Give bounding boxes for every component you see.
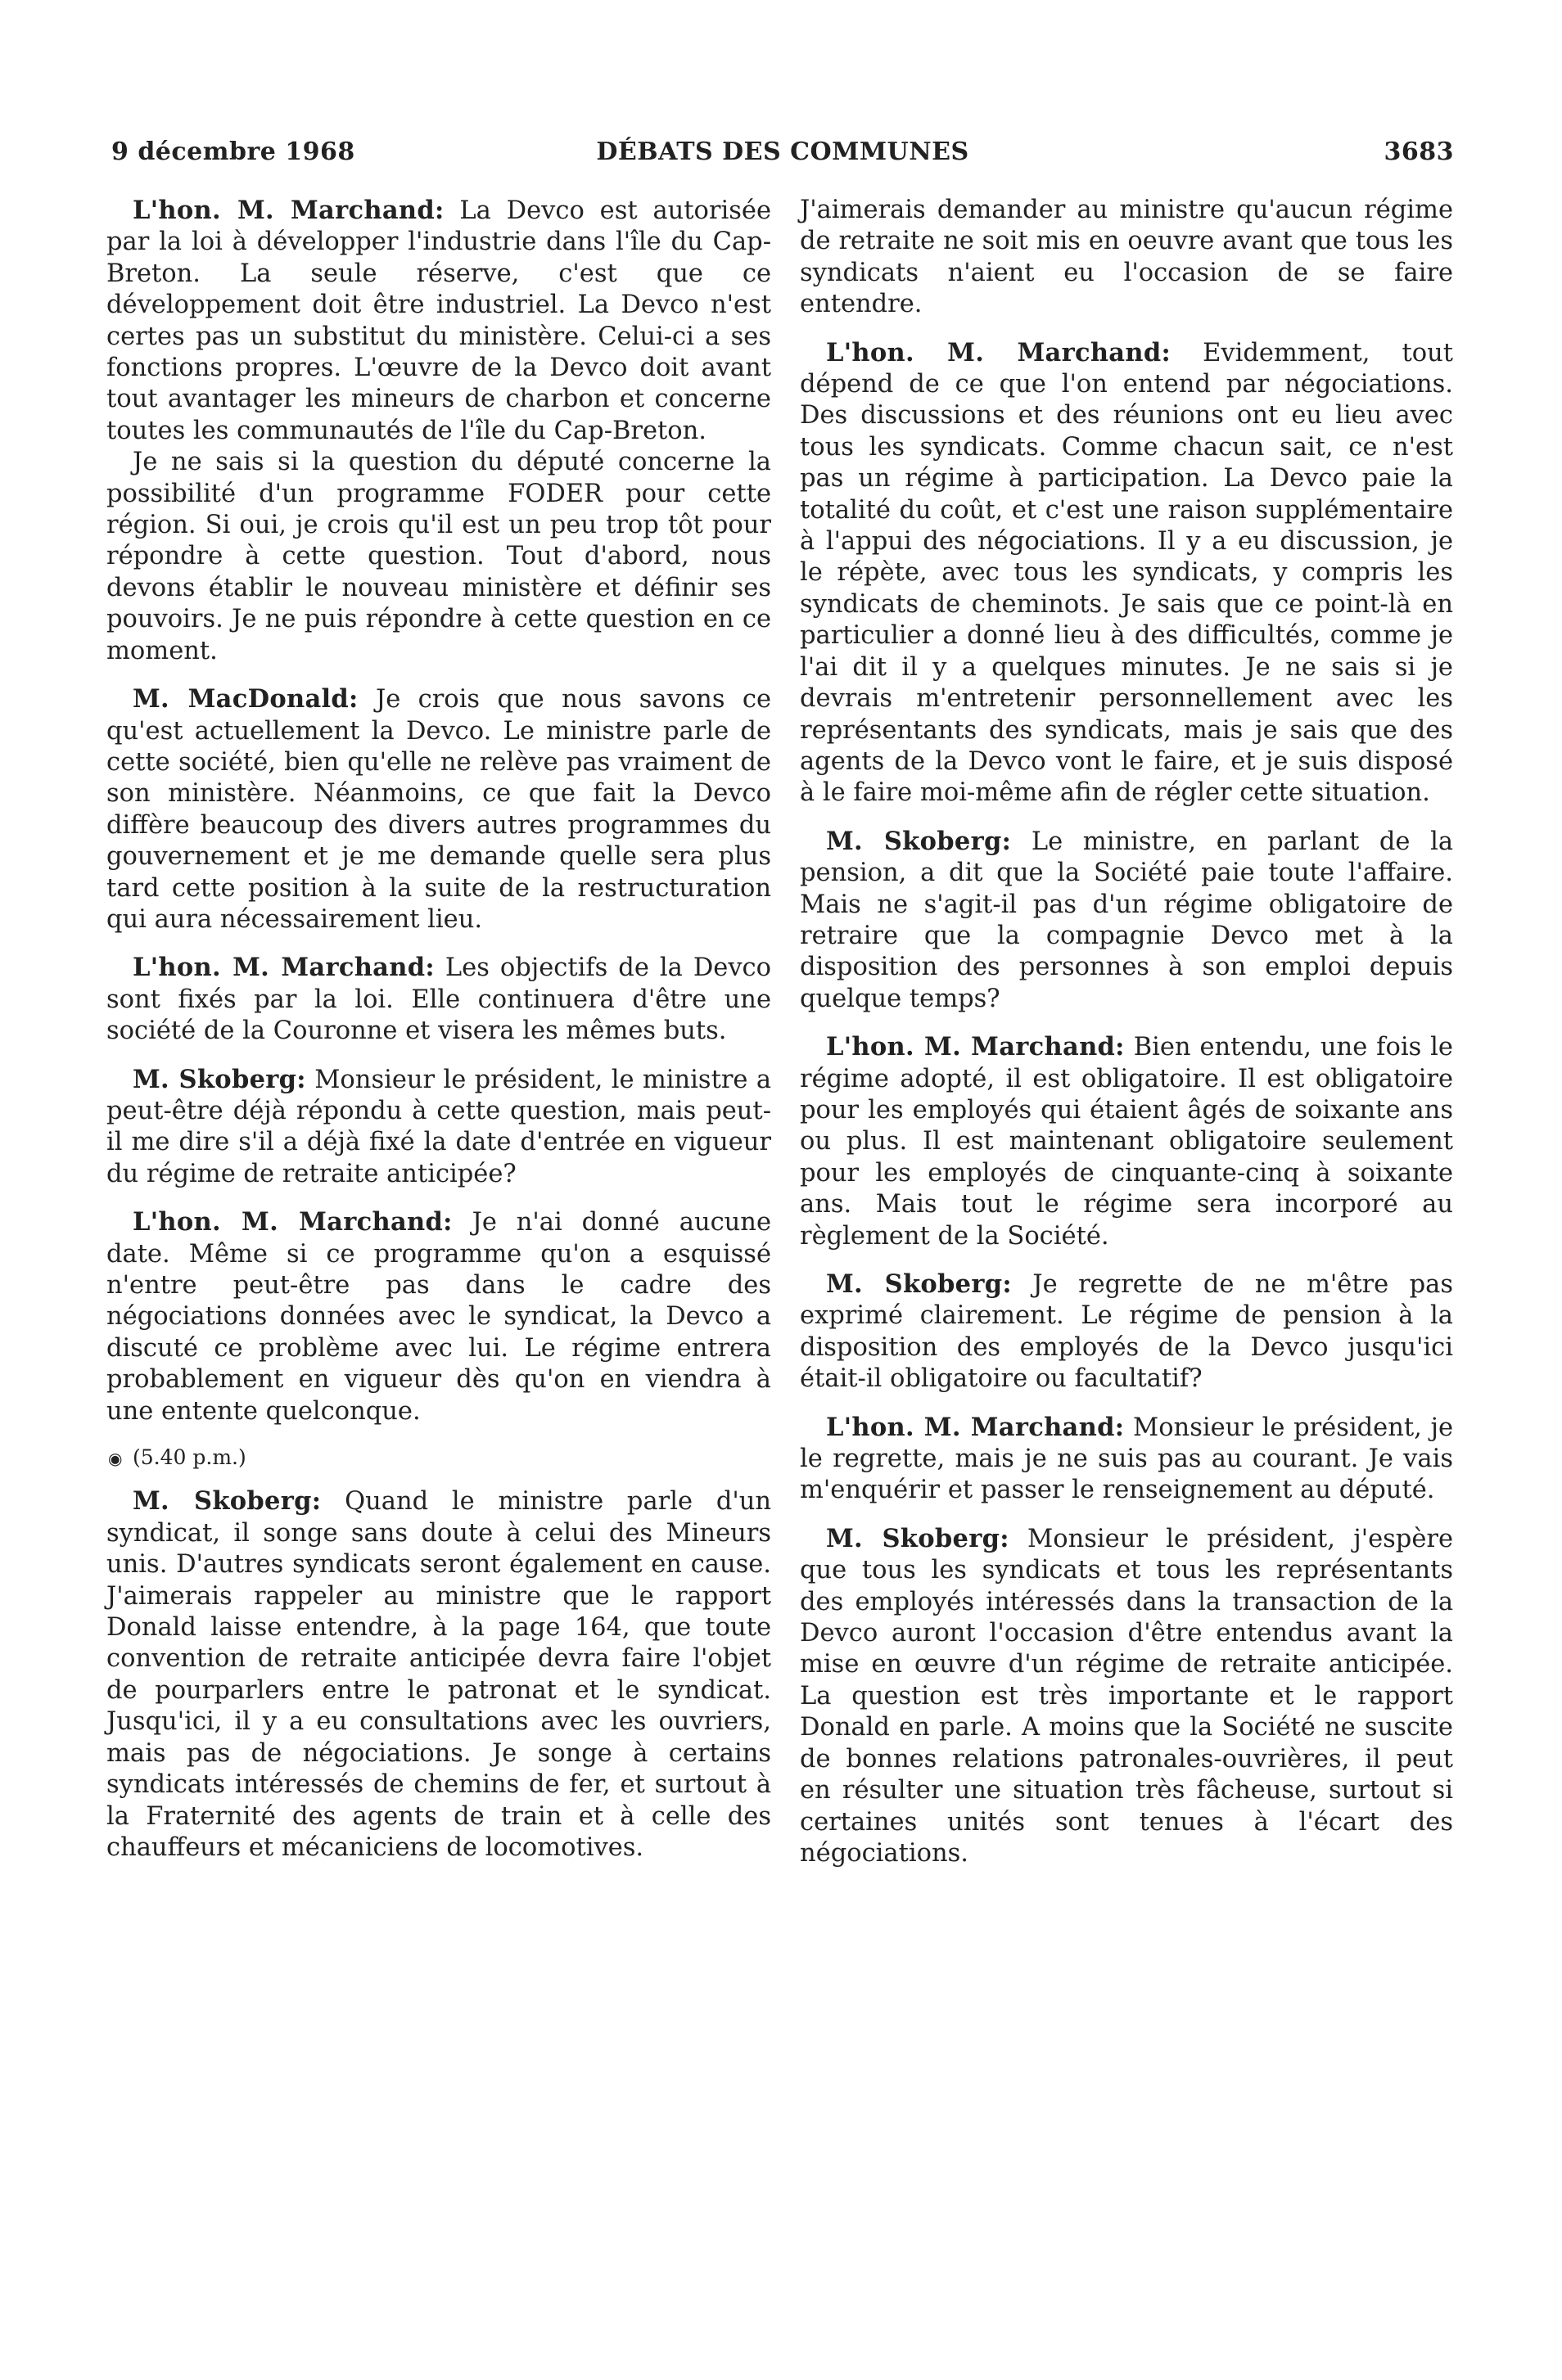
speech-paragraph	[106, 1064, 771, 1191]
time-stamp-note	[106, 1442, 771, 1474]
speech-text: Evidemment, tout dépend de ce que l'on entend par négociations. Des discussions et des réunions ont eu lieu avec tous les syndicats. Comme chacun sait, ce n'est pas un régime à participation. La Devco paie la totalité du coût, et c'est une raison supplémentaire à l'appui des négociations. Il y a eu discussion, je le répète, avec tous les syndicats, y compris les syndicats de cheminots. Je sais que ce point-là en particulier a donné lieu à des difficultés, comme je l'ai dit il y a quelques minutes. Je ne sais si je devrais m'entretenir personnellement avec les représentants des syndicats, mais je sais que des agents de la Devco vont le faire, et je suis disposé à le faire moi-même afin de régler cette situation.	[800, 338, 1453, 808]
speech-paragraph	[106, 1206, 771, 1427]
speech-paragraph	[800, 1269, 1453, 1395]
right-column	[800, 195, 1453, 1869]
speaker-name: L'hon. M. Marchand:	[133, 1207, 453, 1237]
speech-text: Je ne sais si la question du député concerne la possibilité d'un programme FODER pour cette région. Si oui, je crois qu'il est un peu trop tôt pour répondre à cette question. Tout d'abord, nous devons établir le nouveau ministère et définir ses pouvoirs. Je ne puis répondre à cette question en ce moment.	[106, 448, 771, 665]
speaker-name: M. Skoberg:	[826, 826, 1012, 856]
speech-paragraph	[800, 826, 1453, 1015]
speaker-name: M. Skoberg:	[133, 1486, 322, 1517]
speech-text: Le ministre, en parlant de la pension, a dit que la Société paie toute l'affaire. Mais ne s'agit-il pas d'un régime obligatoire de retraire que la compagnie Devco met à la disposition des personnes à son emploi depuis quelque temps?	[800, 827, 1454, 1013]
page-header	[111, 137, 1454, 174]
speaker-name: M. Skoberg:	[826, 1269, 1012, 1299]
speech-paragraph-continuation	[800, 195, 1453, 321]
speaker-name: L'hon. M. Marchand:	[826, 337, 1172, 367]
speech-paragraph	[106, 447, 771, 667]
speech-paragraph	[106, 195, 771, 447]
speech-text: Quand le ministre parle d'un syndicat, il songe sans doute à celui des Mineurs unis. D'autres syndicats seront également en cause. J'aimerais rappeler au ministre que le rapport Donald laisse entendre, à la page 164, que toute convention de retraite anticipée devra faire l'objet de pourparlers entre le patronat et le syndicat. Jusqu'ici, il y a eu consultations avec les ouvriers, mais pas de négociations. Je songe à certains syndicats intéressés de chemins de fer, et surtout à la Fraternité des agents de train et à celle des chauffeurs et mécaniciens de locomotives.	[106, 1487, 772, 1862]
header-date: 9 décembre 1968	[111, 137, 355, 166]
speaker-name: M. Skoberg:	[826, 1523, 1009, 1553]
speaker-name: L'hon. M. Marchand:	[133, 953, 435, 983]
speaker-name: L'hon. M. Marchand:	[133, 196, 445, 225]
speech-paragraph	[800, 1523, 1453, 1869]
speaker-name: M. Skoberg:	[133, 1064, 306, 1094]
speaker-name: L'hon. M. Marchand:	[826, 1032, 1125, 1062]
speech-paragraph	[106, 683, 771, 935]
speech-paragraph	[106, 952, 771, 1047]
speech-text: J'aimerais demander au ministre qu'aucun régime de retraite ne soit mis en oeuvre avant que tous les syndicats n'aient eu l'occasion de se faire entendre.	[800, 196, 1453, 319]
speech-text: Je regrette de ne m'être pas exprimé clairement. Le régime de pension à la disposition des employés de la Devco jusqu'ici était-il obligatoire ou facultatif?	[800, 1270, 1453, 1394]
speech-text: La Devco est autorisée par la loi à développer l'industrie dans l'île du Cap-Breton. La seule réserve, c'est que ce développement doit être industriel. La Devco n'est certes pas un substitut du ministère. Celui-ci a ses fonctions propres. L'œuvre de la Devco doit avant tout avantager les mineurs de charbon et concerne toutes les communautés de l'île du Cap-Breton.	[106, 196, 771, 445]
speech-paragraph	[800, 337, 1453, 809]
speaker-name: L'hon. M. Marchand:	[826, 1412, 1125, 1442]
speech-text: Je n'ai donné aucune date. Même si ce programme qu'on a esquissé n'entre peut-être pas dans le cadre des négociations données avec le syndicat, la Devco a discuté ce problème avec lui. Le régime entrera probablement en vigueur dès qu'on en viendra à une entente quelconque.	[106, 1208, 771, 1426]
speech-paragraph	[106, 1485, 771, 1864]
header-page-number: 3683	[1384, 137, 1454, 166]
speaker-name: M. MacDonald:	[133, 684, 359, 714]
speech-text: Je crois que nous savons ce qu'est actuellement la Devco. Le ministre parle de cette société, bien qu'elle ne relève pas vraiment de son ministère. Néanmoins, ce que fait la Devco diffère beaucoup des divers autres programmes du gouvernement et je me demande quelle sera plus tard cette position à la suite de la restructuration qui aura nécessairement lieu.	[106, 685, 771, 934]
speech-text: Monsieur le président, le ministre a peut-être déjà répondu à cette question, mais peut-il me dire s'il a déjà fixé la date d'entrée en vigueur du régime de retraite anticipée?	[106, 1065, 771, 1188]
speech-text: Monsieur le président, je le regrette, mais je ne suis pas au courant. Je vais m'enquérir et passer le renseignement au député.	[800, 1413, 1453, 1505]
left-column	[106, 195, 771, 1864]
time-stamp-text: (5.40 p.m.)	[133, 1445, 246, 1470]
speech-text: Bien entendu, une fois le régime adopté, il est obligatoire. Il est obligatoire pour les employés qui étaient âgés de soixante ans ou plus. Il est maintenant obligatoire seulement pour les employés de cinquante-cinq à soixante ans. Mais tout le régime sera incorporé au règlement de la Société.	[800, 1033, 1453, 1251]
speech-paragraph	[800, 1031, 1453, 1252]
speech-paragraph	[800, 1412, 1453, 1507]
speech-text: Monsieur le président, j'espère que tous les syndicats et tous les représentants des employés intéressés dans la transaction de la Devco auront l'occasion d'être entendus avant la mise en œuvre d'un régime de retraite anticipée. La question est très importante et le rapport Donald en parle. A moins que la Société ne suscite de bonnes relations patronales-ouvrières, il peut en résulter une situation très fâcheuse, surtout si certaines unités sont tenues à l'écart des négociations.	[800, 1524, 1454, 1868]
bullet-icon: ◉	[108, 1449, 123, 1469]
speech-text: Les objectifs de la Devco sont fixés par la loi. Elle continuera d'être une société de la Couronne et visera les mêmes buts.	[106, 953, 771, 1046]
header-title: DÉBATS DES COMMUNES	[596, 137, 969, 166]
